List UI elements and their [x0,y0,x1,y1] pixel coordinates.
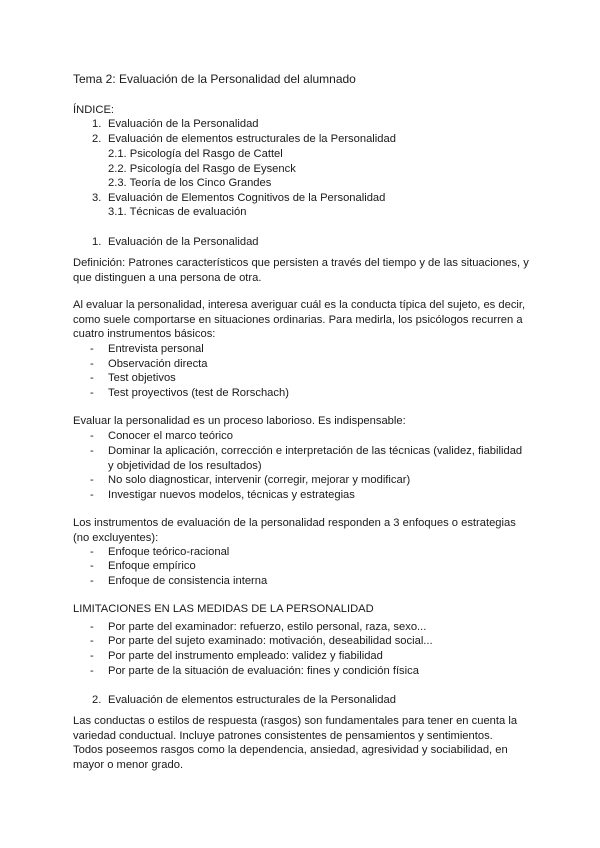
indispensable-item: - Investigar nuevos modelos, técnicas y estrategias [90,489,355,501]
approach-item: - Enfoque de consistencia interna [90,575,268,587]
indispensable-item: - No solo diagnosticar, intervenir (corregir, mejorar y modificar) [90,474,411,486]
instruments-paragraph: Los instrumentos de evaluación de la personalidad responden a 3 enfoques o estrategias (no excluyentes): [73,517,516,544]
document-title: Tema 2: Evaluación de la Personalidad del alumnado [73,72,356,86]
index-item: 2. Evaluación de elementos estructurales de la Personalidad [92,133,396,145]
instrument-item: - Entrevista personal [90,343,204,355]
section-heading-1: 1. Evaluación de la Personalidad [92,236,259,248]
approach-item: - Enfoque empírico [90,560,196,572]
instrument-item: - Observación directa [90,358,208,370]
behaviors-paragraph: Las conductas o estilos de respuesta (rasgos) son fundamentales para tener en cuenta la variedad conductual. Incluye patrones consistentes de pensamientos y sentimientos. Todos poseemos rasgos como la dependencia, ansiedad, agresividad y sociabilidad, en mayor o menor grado. [73,715,518,771]
limitation-item: - Por parte del instrumento empleado: validez y fiabilidad [90,650,383,662]
indispensable-item: - Conocer el marco teórico [90,430,233,442]
limitation-item: - Por parte de la situación de evaluación: fines y condición física [90,665,419,677]
instrument-item: - Test proyectivos (test de Rorschach) [90,387,289,399]
evaluate-paragraph: Al evaluar la personalidad, interesa averiguar cuál es la conducta típica del sujeto, es decir, como suele comportarse en situaciones ordinarias. Para medirla, los psicólogos recurren a cuatro instrumentos básicos: [73,299,526,341]
index-subitem: 3.1. Técnicas de evaluación [108,206,247,218]
index-subitem: 2.2. Psicología del Rasgo de Eysenck [108,163,296,175]
approach-item: - Enfoque teórico-racional [90,546,230,558]
laborious-paragraph: Evaluar la personalidad es un proceso laborioso. Es indispensable: [73,415,406,427]
limitations-heading: LIMITACIONES EN LAS MEDIDAS DE LA PERSONALIDAD [73,603,374,615]
index-item: 3. Evaluación de Elementos Cognitivos de la Personalidad [92,192,386,204]
section-heading-2: 2. Evaluación de elementos estructurales de la Personalidad [92,694,396,706]
index-subitem: 2.1. Psicología del Rasgo de Cattel [108,148,283,160]
index-heading: ÍNDICE: [73,104,115,116]
indispensable-item: - Dominar la aplicación, corrección e interpretación de las técnicas (validez, fiabilidad y objetividad de los resultados) [90,445,523,472]
index-subitem: 2.3. Teoría de los Cinco Grandes [108,177,272,189]
index-item: 1. Evaluación de la Personalidad [92,118,259,130]
definition-paragraph: Definición: Patrones característicos que persisten a través del tiempo y de las situaciones, y que distinguen a una persona de otra. [73,257,529,284]
limitation-item: - Por parte del examinador: refuerzo, estilo personal, raza, sexo... [90,621,427,633]
limitation-item: - Por parte del sujeto examinado: motivación, deseabilidad social... [90,635,433,647]
instrument-item: - Test objetivos [90,372,176,384]
